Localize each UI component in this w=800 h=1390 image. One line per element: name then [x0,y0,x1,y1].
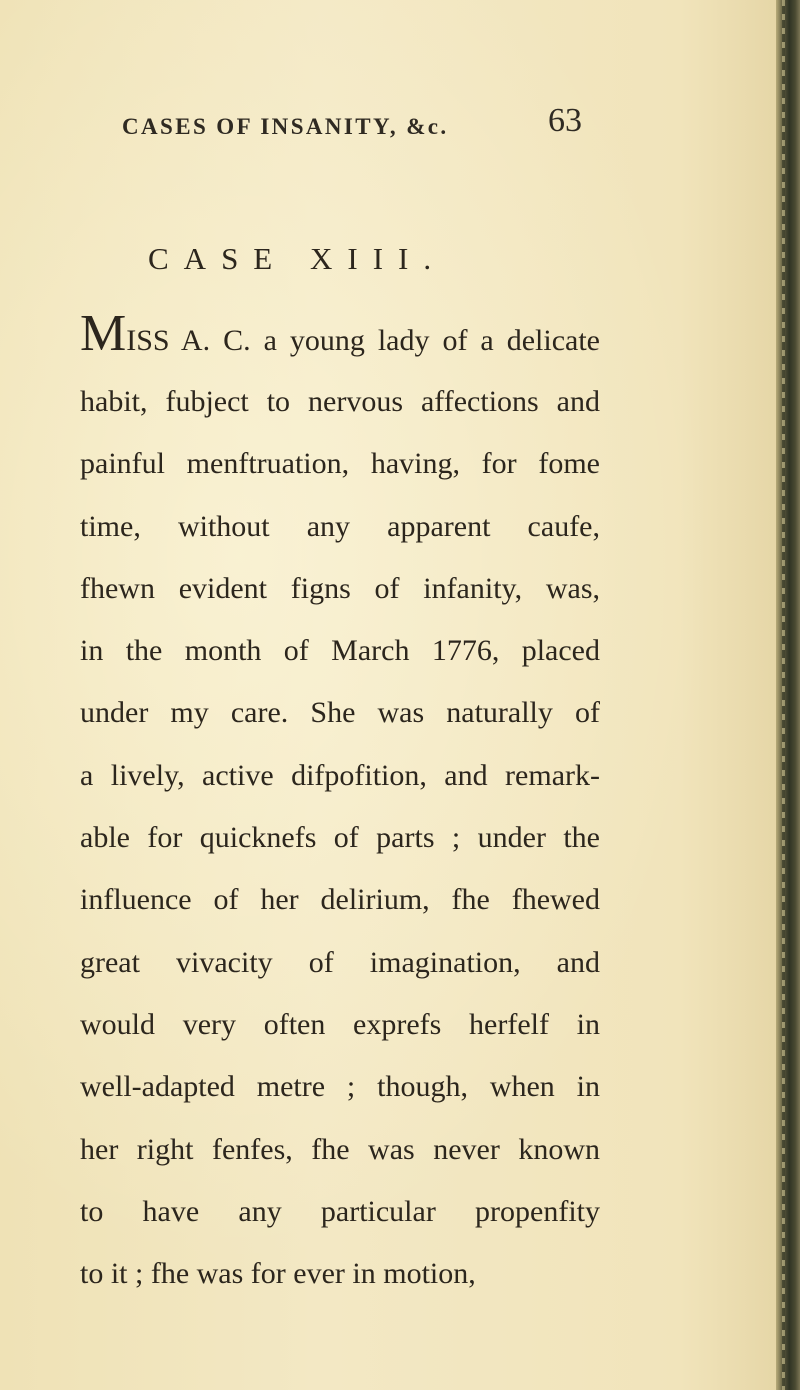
running-head: CASES OF INSANITY, &c. [122,114,449,139]
text-line-1 [80,305,600,371]
body-text [80,305,600,1305]
page-number: 63 [548,102,582,139]
text-line-9: able for quicknefs of parts ; under the [80,821,600,855]
text-line-7: under my care. She was naturally of [80,696,600,730]
initial-letter: M [80,305,127,362]
text-line-15: to have any particular propenfity [80,1194,600,1228]
book-spine-gutter [776,0,800,1390]
page-header [122,102,602,148]
text-line-3: painful menftruation, having, for fome [80,447,600,481]
text-line-8: a lively, active difpofition, and remark- [80,758,600,792]
text-line-12: would very often exprefs herfelf in [80,1007,600,1041]
text-line-2: habit, fubject to nervous affections and [80,385,600,418]
text-line-10: influence of her delirium, fhe fhewed [80,883,600,917]
text-line-13: well-adapted metre ; though, when in [80,1070,600,1104]
text-line-6: in the month of March 1776, placed [80,634,600,668]
first-line-rest: ISS A. C. a young lady of a delicate [126,324,600,357]
text-line-5: fhewn evident figns of infanity, was, [80,571,600,605]
case-title: CASE XIII. [148,241,447,276]
text-line-11: great vivacity of imagination, and [80,945,600,979]
text-line-16: to it ; fhe was for ever in motion, [80,1257,476,1291]
text-line-4: time, without any apparent caufe, [80,509,600,543]
text-line-14: her right fenfes, fhe was never known [80,1132,600,1166]
